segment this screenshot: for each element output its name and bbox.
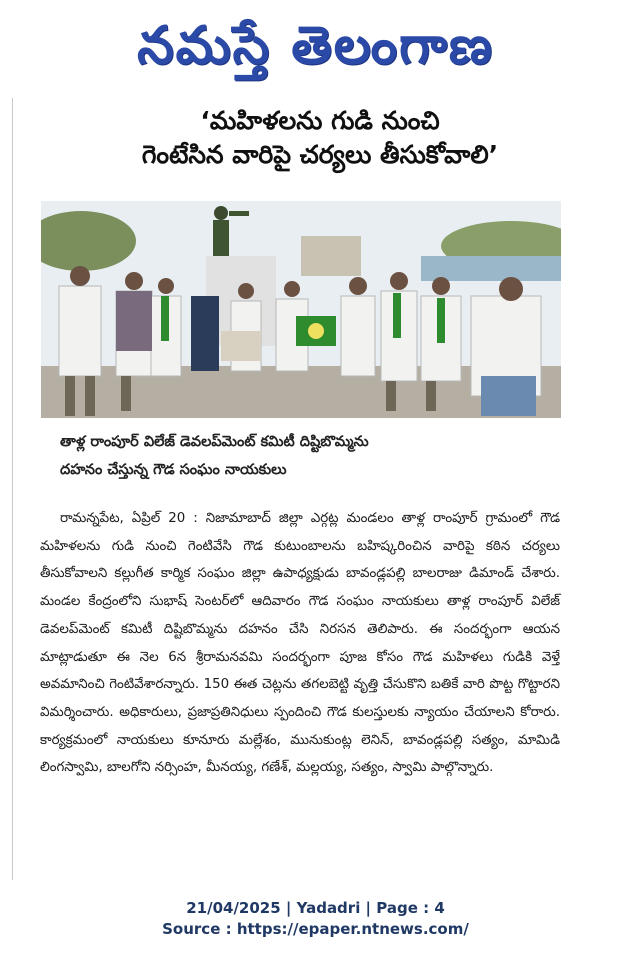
article-headline [40, 104, 600, 172]
article-body [40, 505, 560, 782]
news-photo [41, 201, 561, 418]
newspaper-masthead: నమస్తే తెలంగాణ [137, 16, 494, 76]
column-divider [12, 98, 13, 880]
footer-date-edition-page: 21/04/2025 | Yadadri | Page : 4 [186, 899, 445, 917]
cropped-next-line [118, 880, 518, 886]
protest-photo-illustration [41, 201, 561, 418]
caption-line-2: దహనం చేస్తున్న గౌడ సంఘం నాయకులు [60, 462, 287, 478]
photo-caption [60, 428, 560, 484]
footer-source-link[interactable]: Source : https://epaper.ntnews.com/ [162, 920, 469, 938]
article-paragraph: రామన్నపేట, ఏప్రిల్ 20 : నిజామాబాద్ జిల్లా ఎర్గట్ల మండలం తాళ్ల రాంపూర్ గ్రామంలో గౌడ మహిళలను గుడి నుంచి గెంటివేసి గౌడ కుటుంబాలను బహిష్కరించిన వారిపై కఠిన చర్యలు తీసుకోవాలని కల్లుగీత కార్మిక సంఘం జిల్లా ఉపాధ్యక్షుడు బావండ్లపల్లి బాలరాజు డిమాండ్ చేశారు. మండల కేంద్రంలోని సుభాష్ సెంటర్‌లో ఆదివారం గౌడ సంఘం నాయకులు తాళ్ల రాంపూర్ విలేజ్ డెవలప్‌మెంట్ కమిటీ దిష్టిబొమ్మను దహనం చేసి నిరసన తెలిపారు. ఈ సందర్భంగా ఆయన మాట్లాడుతూ ఈ నెల 6న శ్రీరామనవమి సందర్భంగా పూజ కోసం గౌడ మహిళలు గుడికి వెళ్తే అవమానించి గెంటివేశారన్నారు. 150 ఈత చెట్లను తగలబెట్టి వృత్తి చేసుకొని బతికే వారి పొట్ట గొట్టారని విమర్శించారు. అధికారులు, ప్రజాప్రతినిధులు స్పందించి గౌడ కులస్తులకు న్యాయం చేయాలని కోరారు. కార్యక్రమంలో నాయకులు కూనూరు మల్లేశం, మునుకుంట్ల లెనిన్, బావండ్లపల్లి సత్యం, మామిడి లింగస్వామి, బాలగోని నర్సింహ, మీనయ్య, గణేశ్, మల్లయ్య, సత్యం, స్వామి పాల్గొన్నారు. [40, 511, 560, 776]
headline-line-2: గెంటేసిన వారిపై చర్యలు తీసుకోవాలి’ [141, 140, 499, 169]
headline-line-1: ‘మహిళలను గుడి నుంచి [200, 106, 440, 135]
caption-line-1: తాళ్ల రాంపూర్ విలేజ్ డెవలప్‌మెంట్ కమిటీ దిష్టిబొమ్మను [60, 434, 369, 450]
